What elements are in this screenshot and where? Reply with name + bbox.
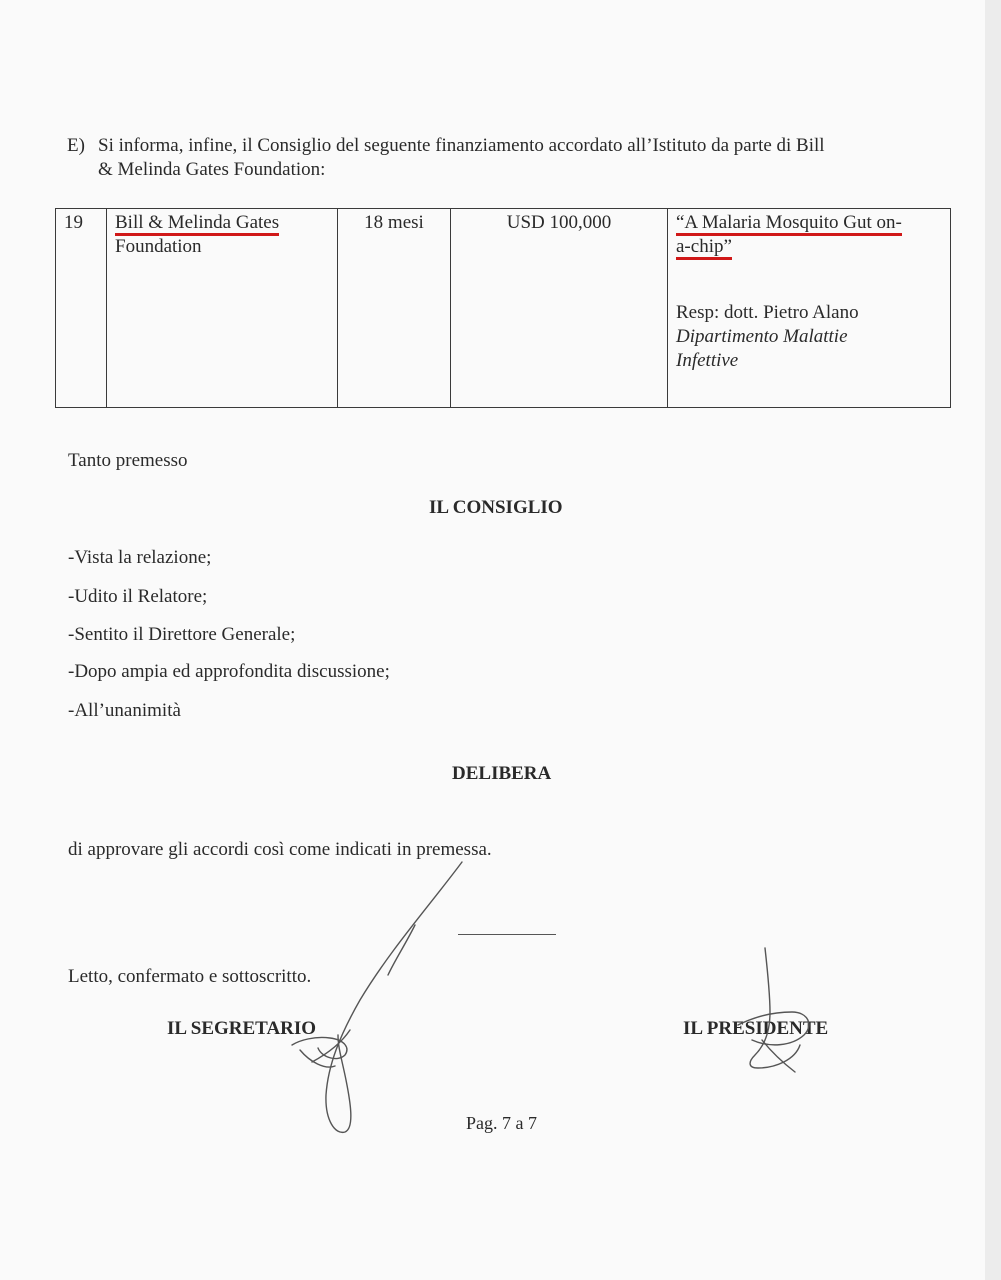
cell-number: 19 [56,209,107,408]
cell-duration: 18 mesi [338,209,451,408]
resolution-text: di approvare gli accordi così come indicati in premessa. [68,839,492,860]
consideration-item: -Udito il Relatore; [68,586,208,607]
department-line-1: Dipartimento Malattie [676,326,848,347]
closing-text: Letto, confermato e sottoscritto. [68,966,312,987]
project-line-1: “A Malaria Mosquito Gut on- [676,212,902,236]
consideration-item: -All’unanimità [68,700,181,721]
page-number: Pag. 7 a 7 [466,1113,537,1133]
project-responsible: Resp: dott. Pietro Alano [676,302,859,323]
intro-line-1: Si informa, infine, il Consiglio del seguente finanziamento accordato all’Istituto da parte di Bill [98,135,825,156]
president-signature [738,948,809,1072]
department-line-2: Infettive [676,350,739,371]
consideration-item: -Sentito il Direttore Generale; [68,624,296,645]
cell-amount: USD 100,000 [451,209,668,408]
donor-line-2: Foundation [115,236,202,257]
premise-text: Tanto premesso [68,450,188,471]
intro-label: E) [67,135,85,156]
consideration-item: -Vista la relazione; [68,547,212,568]
resolution-heading: DELIBERA [452,763,552,784]
president-label: IL PRESIDENTE [683,1018,829,1039]
council-heading: IL CONSIGLIO [429,497,563,518]
secretary-signature [292,862,462,1132]
secretary-label: IL SEGRETARIO [167,1018,317,1039]
intro-line-2: & Melinda Gates Foundation: [98,159,326,180]
donor-line-1: Bill & Melinda Gates [115,212,279,236]
consideration-item: -Dopo ampia ed approfondita discussione; [68,661,390,682]
project-line-2: a-chip” [676,236,732,260]
